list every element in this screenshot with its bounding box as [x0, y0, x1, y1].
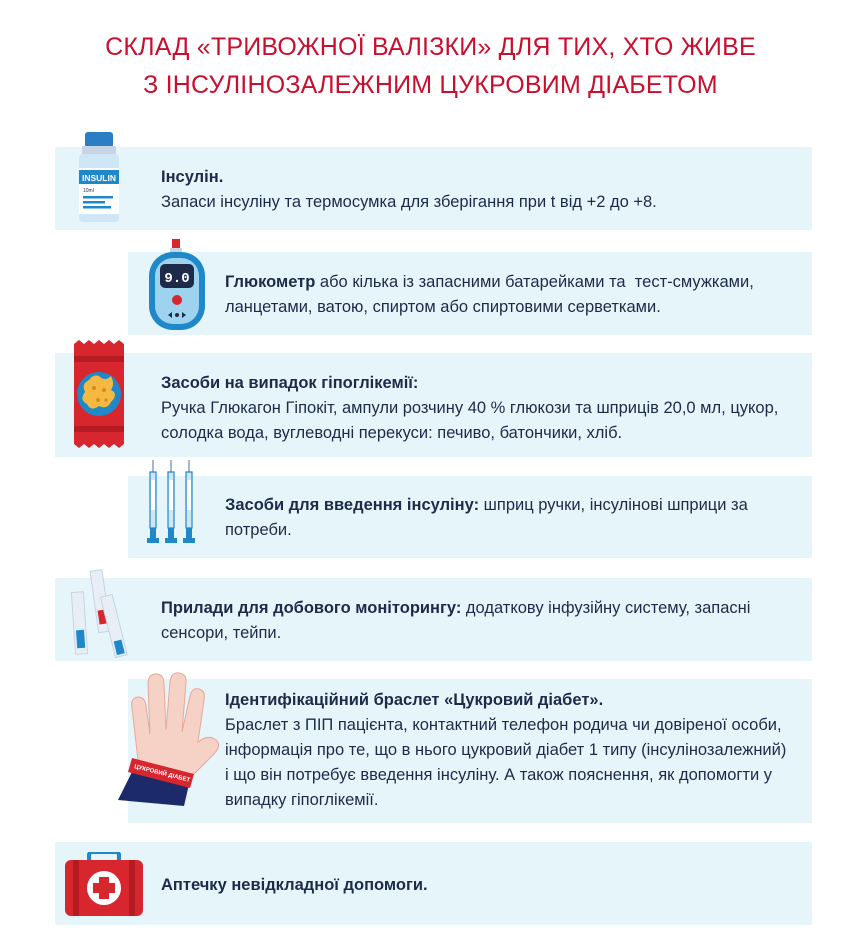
item-text-delivery	[225, 493, 805, 543]
item-desc-glucometer-2: ланцетами, ватою, спиртом або спиртовими серветками.	[225, 298, 661, 316]
item-desc-bracelet-1: Браслет з ПІП пацієнта, контактний телефон родича чи довіреної особи,	[225, 716, 782, 734]
item-text-first-aid	[161, 873, 801, 898]
item-desc-insulin: Запаси інсуліну та термосумка для зберігання при t від +2 до +8.	[161, 193, 657, 211]
item-text-glucometer	[225, 270, 805, 320]
item-desc-delivery-1: шприц ручки, інсулінові шприци за	[479, 496, 748, 514]
title-line-1: СКЛАД «ТРИВОЖНОЇ ВАЛІЗКИ» ДЛЯ ТИХ, ХТО ЖИВЕ	[105, 33, 756, 61]
item-text-insulin	[161, 165, 801, 215]
item-desc-bracelet-4: випадку гіпоглікемії.	[225, 791, 379, 809]
item-heading-hypoglycemia: Засоби на випадок гіпоглікемії:	[161, 374, 419, 392]
item-desc-hypoglycemia-2: солодка вода, вуглеводні перекуси: печиво, батончики, хліб.	[161, 424, 623, 442]
bracelet-label: ЦУКРОВИЙ ДІАБЕТ	[133, 764, 191, 784]
insulin-volume: 10ml	[83, 188, 94, 194]
glucometer-icon	[146, 238, 208, 332]
first-aid-kit-icon	[63, 852, 145, 918]
insulin-vial-icon	[74, 130, 124, 224]
item-heading-monitoring: Прилади для добового моніторингу:	[161, 599, 462, 617]
item-desc-monitoring-1: додаткову інфузійну систему, запасні	[461, 599, 751, 617]
item-text-bracelet	[225, 688, 811, 813]
id-bracelet-hand-icon	[114, 668, 220, 808]
syringes-icon	[143, 458, 199, 554]
insulin-label: INSULIN	[82, 173, 116, 183]
item-heading-delivery: Засоби для введення інсуліну:	[225, 496, 480, 514]
title-line-2: З ІНСУЛІНОЗАЛЕЖНИМ ЦУКРОВИМ ДІАБЕТОМ	[143, 71, 718, 99]
item-desc-bracelet-3: і що він потребує введення інсуліну. А також пояснення, як допомогти у	[225, 766, 773, 784]
item-heading-insulin: Інсулін.	[161, 168, 224, 186]
item-desc-monitoring-2: сенсори, тейпи.	[161, 624, 282, 642]
item-text-hypoglycemia	[161, 371, 811, 446]
monitoring-sensors-icon	[68, 566, 130, 660]
item-desc-glucometer-1: або кілька із запасними батарейками та тест-смужками,	[315, 273, 754, 291]
snack-bar-icon	[70, 338, 128, 450]
item-desc-delivery-2: потреби.	[225, 521, 292, 539]
item-desc-hypoglycemia-1: Ручка Глюкагон Гіпокіт, ампули розчину 40 % глюкози та шприців 20,0 мл, цукор,	[161, 399, 779, 417]
glucometer-display: 9.0	[164, 271, 190, 287]
item-heading-glucometer: Глюкометр	[225, 273, 316, 291]
item-desc-bracelet-2: інформація про те, що в нього цукровий діабет 1 типу (інсулінозалежний)	[225, 741, 787, 759]
item-heading-first-aid: Аптечку невідкладної допомоги.	[161, 876, 428, 894]
page-title	[0, 28, 861, 104]
item-heading-bracelet: Ідентифікаційний браслет «Цукровий діабет».	[225, 691, 604, 709]
item-text-monitoring	[161, 596, 801, 646]
